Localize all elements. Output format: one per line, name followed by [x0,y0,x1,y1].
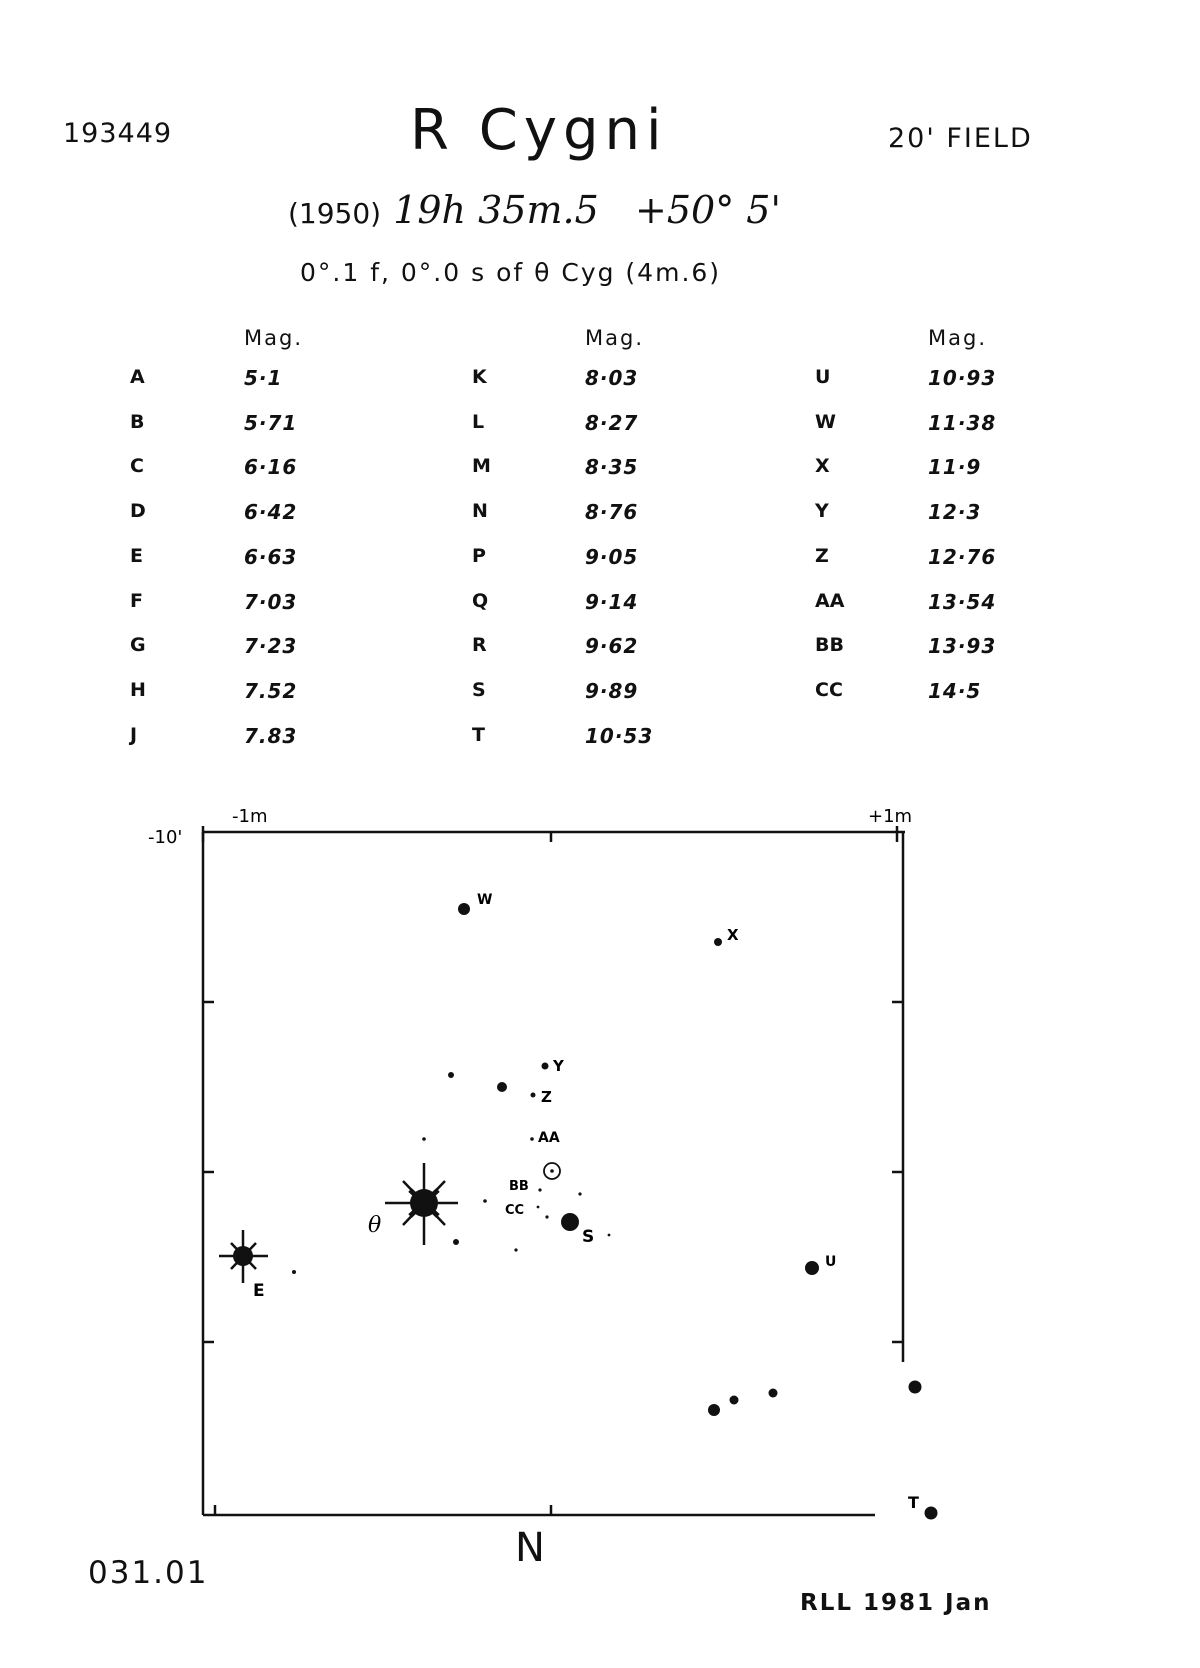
comparison-star-label: H [130,679,146,701]
comparison-star-magnitude: 9·05 [585,545,639,569]
star-x [714,938,722,946]
catalog-number: 031.01 [88,1555,209,1591]
field-stars [292,1072,922,1416]
star-y-label: Y [553,1057,564,1075]
comparison-star-label: T [472,724,485,746]
comparison-star-magnitude: 6·63 [244,545,298,569]
star-aa [530,1137,534,1141]
comparison-star-label: R [472,634,487,656]
field-star [730,1396,739,1405]
comparison-star-label: C [130,455,144,477]
field-star [608,1234,611,1237]
field-star [453,1239,459,1245]
theta-cyg-star [385,1163,458,1245]
comparison-star-magnitude: 9·62 [585,634,639,658]
comparison-star-magnitude: 9·14 [585,590,639,614]
comparison-star-label: M [472,455,491,477]
comparison-star-label: G [130,634,146,656]
comparison-star-magnitude: 5·1 [244,366,283,390]
star-aa-label: AA [538,1130,560,1146]
comparison-star-label: F [130,590,143,612]
credit-line: RLL 1981 Jan [800,1590,992,1616]
north-label: N [515,1525,545,1571]
chart-frame [203,832,905,1515]
comparison-star-label: N [472,500,488,522]
comparison-star-label: X [815,455,830,477]
comparison-star-magnitude: 8·03 [585,366,639,390]
comparison-star-magnitude: 7·23 [244,634,298,658]
comparison-star-label: P [472,545,486,567]
comparison-star-magnitude: 8·27 [585,411,639,435]
comparison-star-magnitude: 7·03 [244,590,298,614]
comparison-star-magnitude: 7.83 [244,724,298,748]
mag-column-header: Mag. [928,326,987,350]
star-s [561,1213,579,1231]
mag-column-header: Mag. [585,326,644,350]
star-t [925,1507,938,1520]
comparison-star-label: Y [815,500,829,522]
field-star [497,1082,507,1092]
comparison-star-label: Q [472,590,489,612]
comparison-star-magnitude: 12·76 [928,545,997,569]
comparison-star-label: Z [815,545,829,567]
comparison-star-magnitude: 8·35 [585,455,639,479]
comparison-star-magnitude: 13·93 [928,634,997,658]
comparison-star-label: CC [815,679,843,701]
comparison-star-magnitude: 8·76 [585,500,639,524]
star-bb-label: BB [509,1179,529,1194]
star-u [805,1261,819,1275]
comparison-star-label: L [472,411,485,433]
star-y [542,1063,549,1070]
star-x-label: X [727,926,739,944]
comparison-star-label: K [472,366,487,388]
star-e [219,1230,268,1283]
star-cc [537,1206,540,1209]
star-u-label: U [825,1254,837,1270]
comparison-star-label: U [815,366,831,388]
star-s-label: S [582,1227,595,1247]
field-star [292,1270,296,1274]
ra-plus-label: +1m [868,806,913,827]
comparison-star-magnitude: 13·54 [928,590,997,614]
star-z [531,1093,536,1098]
comparison-star-magnitude: 10·53 [585,724,654,748]
declination: +50° 5' [635,188,781,232]
comparison-star-label: S [472,679,486,701]
comparison-star-magnitude: 11·38 [928,411,997,435]
comparison-star-magnitude: 11·9 [928,455,982,479]
variable-star-r-symbol [544,1163,560,1179]
theta-label: θ [368,1213,382,1238]
field-star [708,1404,720,1416]
comparison-star-label: E [130,545,143,567]
field-star [578,1192,581,1195]
field-star [422,1137,426,1141]
comparison-star-magnitude: 10·93 [928,366,997,390]
field-star [483,1199,487,1203]
comparison-star-magnitude: 6·16 [244,455,298,479]
comparison-star-label: J [130,724,138,746]
star-t-label: T [908,1493,919,1512]
comparison-star-label: A [130,366,145,388]
star-w [458,903,470,915]
comparison-star-magnitude: 14·5 [928,679,982,703]
comparison-star-magnitude: 12·3 [928,500,982,524]
star-cc-label: CC [505,1203,525,1218]
star-name-title: R Cygni [410,98,668,163]
epoch-label: (1950) [288,197,382,230]
comparison-star-magnitude: 5·71 [244,411,298,435]
comparison-star-magnitude: 6·42 [244,500,298,524]
field-star [448,1072,454,1078]
field-star [514,1248,517,1251]
chart-id: 193449 [63,118,173,149]
ra-minus-label: -1m [232,806,268,827]
comparison-star-magnitude: 9·89 [585,679,639,703]
field-star [909,1381,922,1394]
field-size-label: 20' FIELD [888,123,1033,154]
comparison-star-label: B [130,411,145,433]
offset-note: 0°.1 f, 0°.0 s of θ Cyg (4m.6) [300,258,722,287]
comparison-star-magnitude: 7.52 [244,679,298,703]
comparison-star-label: W [815,411,836,433]
comparison-star-label: BB [815,634,844,656]
dec-corner-label: -10' [148,827,183,848]
comparison-star-label: AA [815,590,845,612]
mag-column-header: Mag. [244,326,303,350]
field-star [769,1389,778,1398]
star-w-label: W [477,892,493,908]
comparison-star-label: D [130,500,146,522]
field-star [545,1215,548,1218]
right-ascension: 19h 35m.5 [393,188,599,232]
star-e-label: E [253,1281,265,1301]
star-bb [538,1188,541,1191]
star-z-label: Z [541,1088,552,1106]
